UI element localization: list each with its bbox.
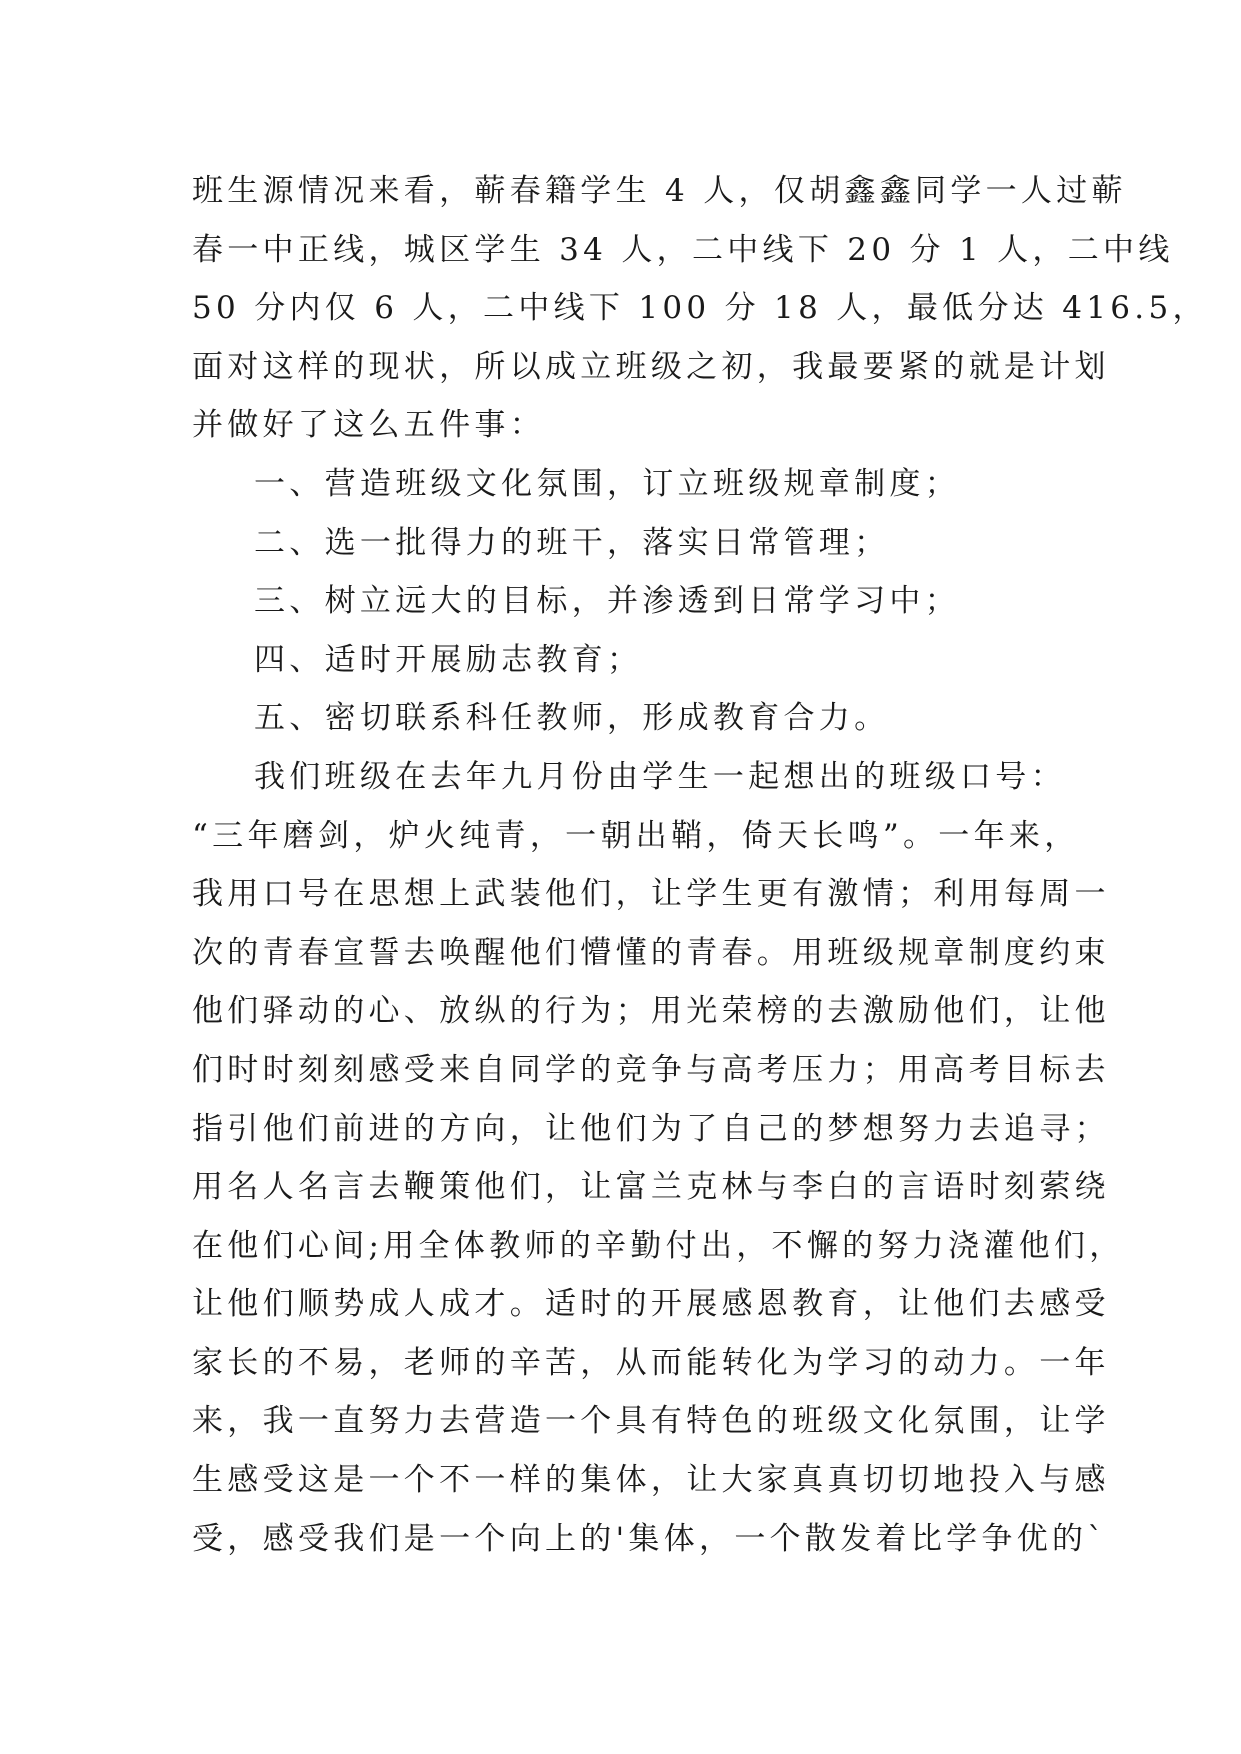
list-item: 三、树立远大的目标，并渗透到日常学习中；: [254, 583, 960, 620]
paragraph-line: 指引他们前进的方向，让他们为了自己的梦想努力去追寻；: [192, 1110, 1110, 1147]
paragraph-line: 在他们心间;用全体教师的辛勤付出，不懈的努力浇灌他们，: [192, 1227, 1125, 1264]
paragraph-line: 家长的不易，老师的辛苦，从而能转化为学习的动力。一年: [192, 1344, 1110, 1381]
paragraph-line: 们时时刻刻感受来自同学的竞争与高考压力；用高考目标去: [192, 1051, 1110, 1088]
paragraph-line: 班生源情况来看，蕲春籍学生 4 人，仅胡鑫鑫同学一人过蕲: [192, 173, 1127, 209]
paragraph-line: 来，我一直努力去营造一个具有特色的班级文化氛围，让学: [192, 1403, 1110, 1440]
paragraph-line: 受，感受我们是一个向上的'集体，一个散发着比学争优的`: [192, 1520, 1108, 1557]
list-item: 四、适时开展励志教育；: [254, 641, 643, 678]
list-item: 二、选一批得力的班干，落实日常管理；: [254, 524, 890, 561]
paragraph-line: 我们班级在去年九月份由学生一起想出的班级口号：: [254, 758, 1066, 795]
paragraph-line: 50 分内仅 6 人，二中线下 100 分 18 人，最低分达 416.5，: [192, 290, 1208, 327]
paragraph-line: 次的青春宣誓去唤醒他们懵懂的青春。用班级规章制度约束: [192, 934, 1110, 971]
paragraph-line: 让他们顺势成人成才。适时的开展感恩教育，让他们去感受: [192, 1286, 1110, 1323]
paragraph-line: 生感受这是一个不一样的集体，让大家真真切切地投入与感: [192, 1462, 1110, 1499]
paragraph-line: 他们驿动的心、放纵的行为；用光荣榜的去激励他们，让他: [192, 993, 1110, 1030]
paragraph-line: “三年磨剑，炉火纯青，一朝出鞘，倚天长鸣”。一年来，: [192, 817, 1080, 854]
paragraph-line: 面对这样的现状，所以成立班级之初，我最要紧的就是计划: [192, 348, 1110, 385]
document-body: [192, 162, 1208, 1568]
list-item: 五、密切联系科任教师，形成教育合力。: [254, 700, 890, 737]
paragraph-line: 我用口号在思想上武装他们，让学生更有激情；利用每周一: [192, 876, 1110, 913]
paragraph-line: 春一中正线，城区学生 34 人，二中线下 20 分 1 人，二中线: [192, 231, 1174, 268]
list-item: 一、营造班级文化氛围，订立班级规章制度；: [254, 465, 960, 502]
paragraph-line: 用名人名言去鞭策他们，让富兰克林与李白的言语时刻萦绕: [192, 1169, 1110, 1206]
paragraph-line: 并做好了这么五件事：: [192, 407, 545, 444]
